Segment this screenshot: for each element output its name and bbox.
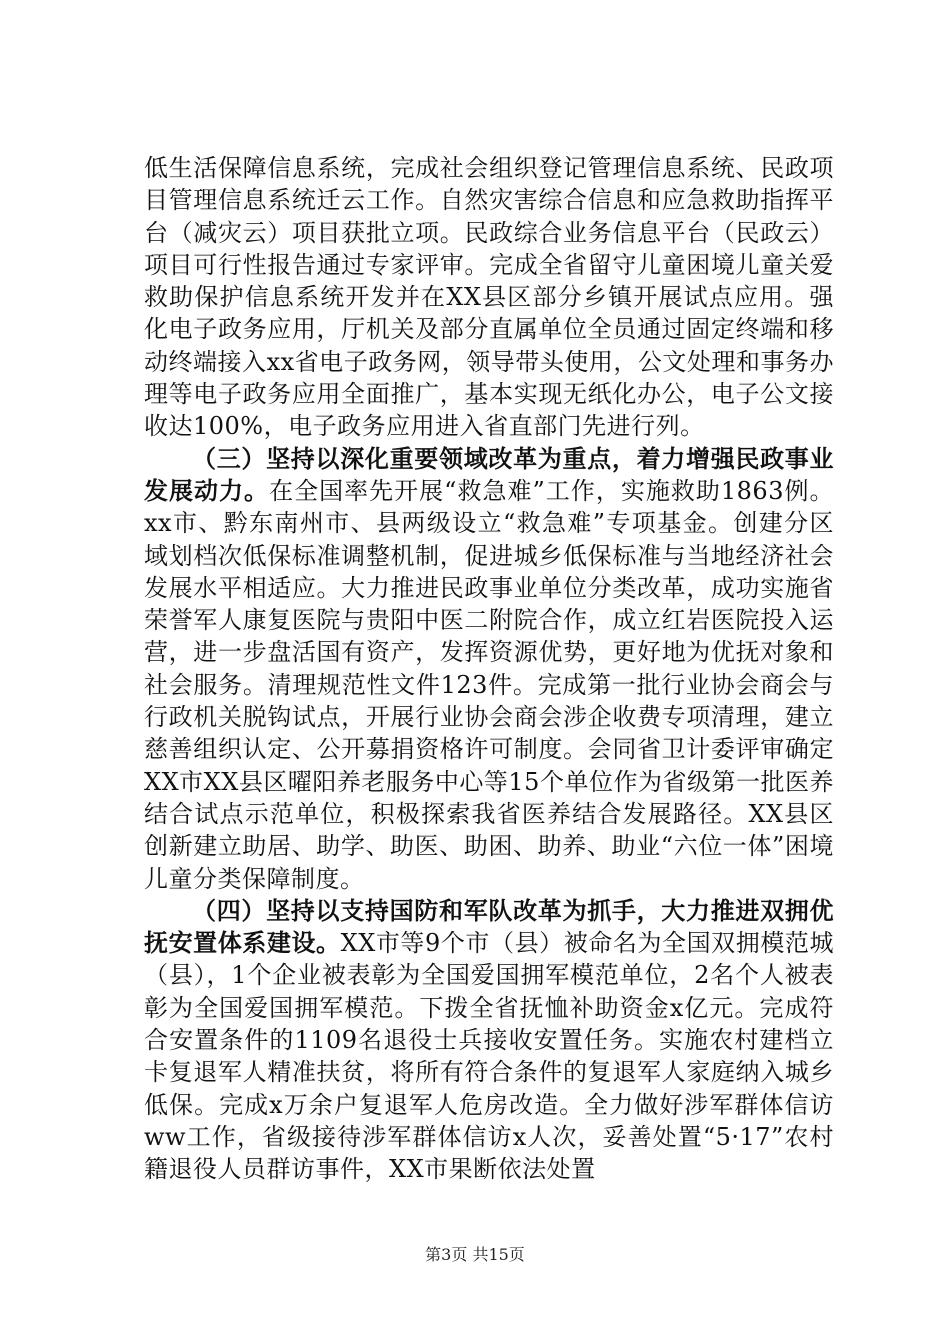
section-heading: （三）坚持以深化重要领域改革为重点，着力增强民政事业发展动力。 — [144, 444, 834, 505]
page-footer: 第3页 共15页 — [425, 1245, 525, 1264]
section-heading: （四）坚持以支持国防和军队改革为抓手，大力推进双拥优抚安置体系建设。 — [144, 896, 834, 958]
paragraph-body: 在全国率先开展“救急难”工作，实施救助1863例。xx市、黔东南州市、县两级设立“救急难”专项基金。创建分区域划档次低保标准调整机制，促进城乡低保标准与当地经济社会发展水平相适应。大力推进民政事业单位分类改革，成功实施省荣誉军人康复医院与贵阳中医二附院合作，成立红岩医院投入运营，进一步盘活国有资产，发挥资源优势，更好地为优抚对象和社会服务。清理规范性文件123件。完成第一批行业协会商会与行政机关脱钩试点，开展行业协会商会涉企收费专项清理，建立慈善组织认定、公开募捐资格许可制度。会同省卫计委评审确定XX市XX县区曜阳养老服务中心等15个单位作为省级第一批医养结合试点示范单位，积极探索我省医养结合发展路径。XX县区创新建立助居、助学、助医、助困、助养、助业“六位一体”困境儿童分类保障制度。 — [144, 476, 834, 893]
paragraph-section-4 — [144, 895, 834, 1186]
paragraph-continuation — [144, 152, 834, 443]
paragraph-section-3 — [144, 443, 834, 895]
document-body — [144, 152, 834, 1186]
paragraph-body: 低生活保障信息系统，完成社会组织登记管理信息系统、民政项目管理信息系统迁云工作。自然灾害综合信息和应急救助指挥平台（减灾云）项目获批立项。民政综合业务信息平台（民政云）项目可行性报告通过专家评审。完成全省留守儿童困境儿童关爱救助保护信息系统开发并在XX县区部分乡镇开展试点应用。强化电子政务应用，厅机关及部分直属单位全员通过固定终端和移动终端接入xx省电子政务网，领导带头使用，公文处理和事务办理等电子政务应用全面推广，基本实现无纸化办公，电子公文接收达100%，电子政务应用进入省直部门先进行列。 — [144, 154, 834, 441]
paragraph-body: XX市等9个市（县）被命名为全国双拥模范城（县），1个企业被表彰为全国爱国拥军模范单位，2名个人被表彰为全国爱国拥军模范。下拨全省抚恤补助资金x亿元。完成符合安置条件的1109名退役士兵接收安置任务。实施农村建档立卡复退军人精准扶贫，将所有符合条件的复退军人家庭纳入城乡低保。完成x万余户复退军人危房改造。全力做好涉军群体信访ww工作，省级接待涉军群体信访x人次，妥善处置“5·17”农村籍退役人员群访事件，XX市果断依法处置 — [144, 929, 834, 1184]
